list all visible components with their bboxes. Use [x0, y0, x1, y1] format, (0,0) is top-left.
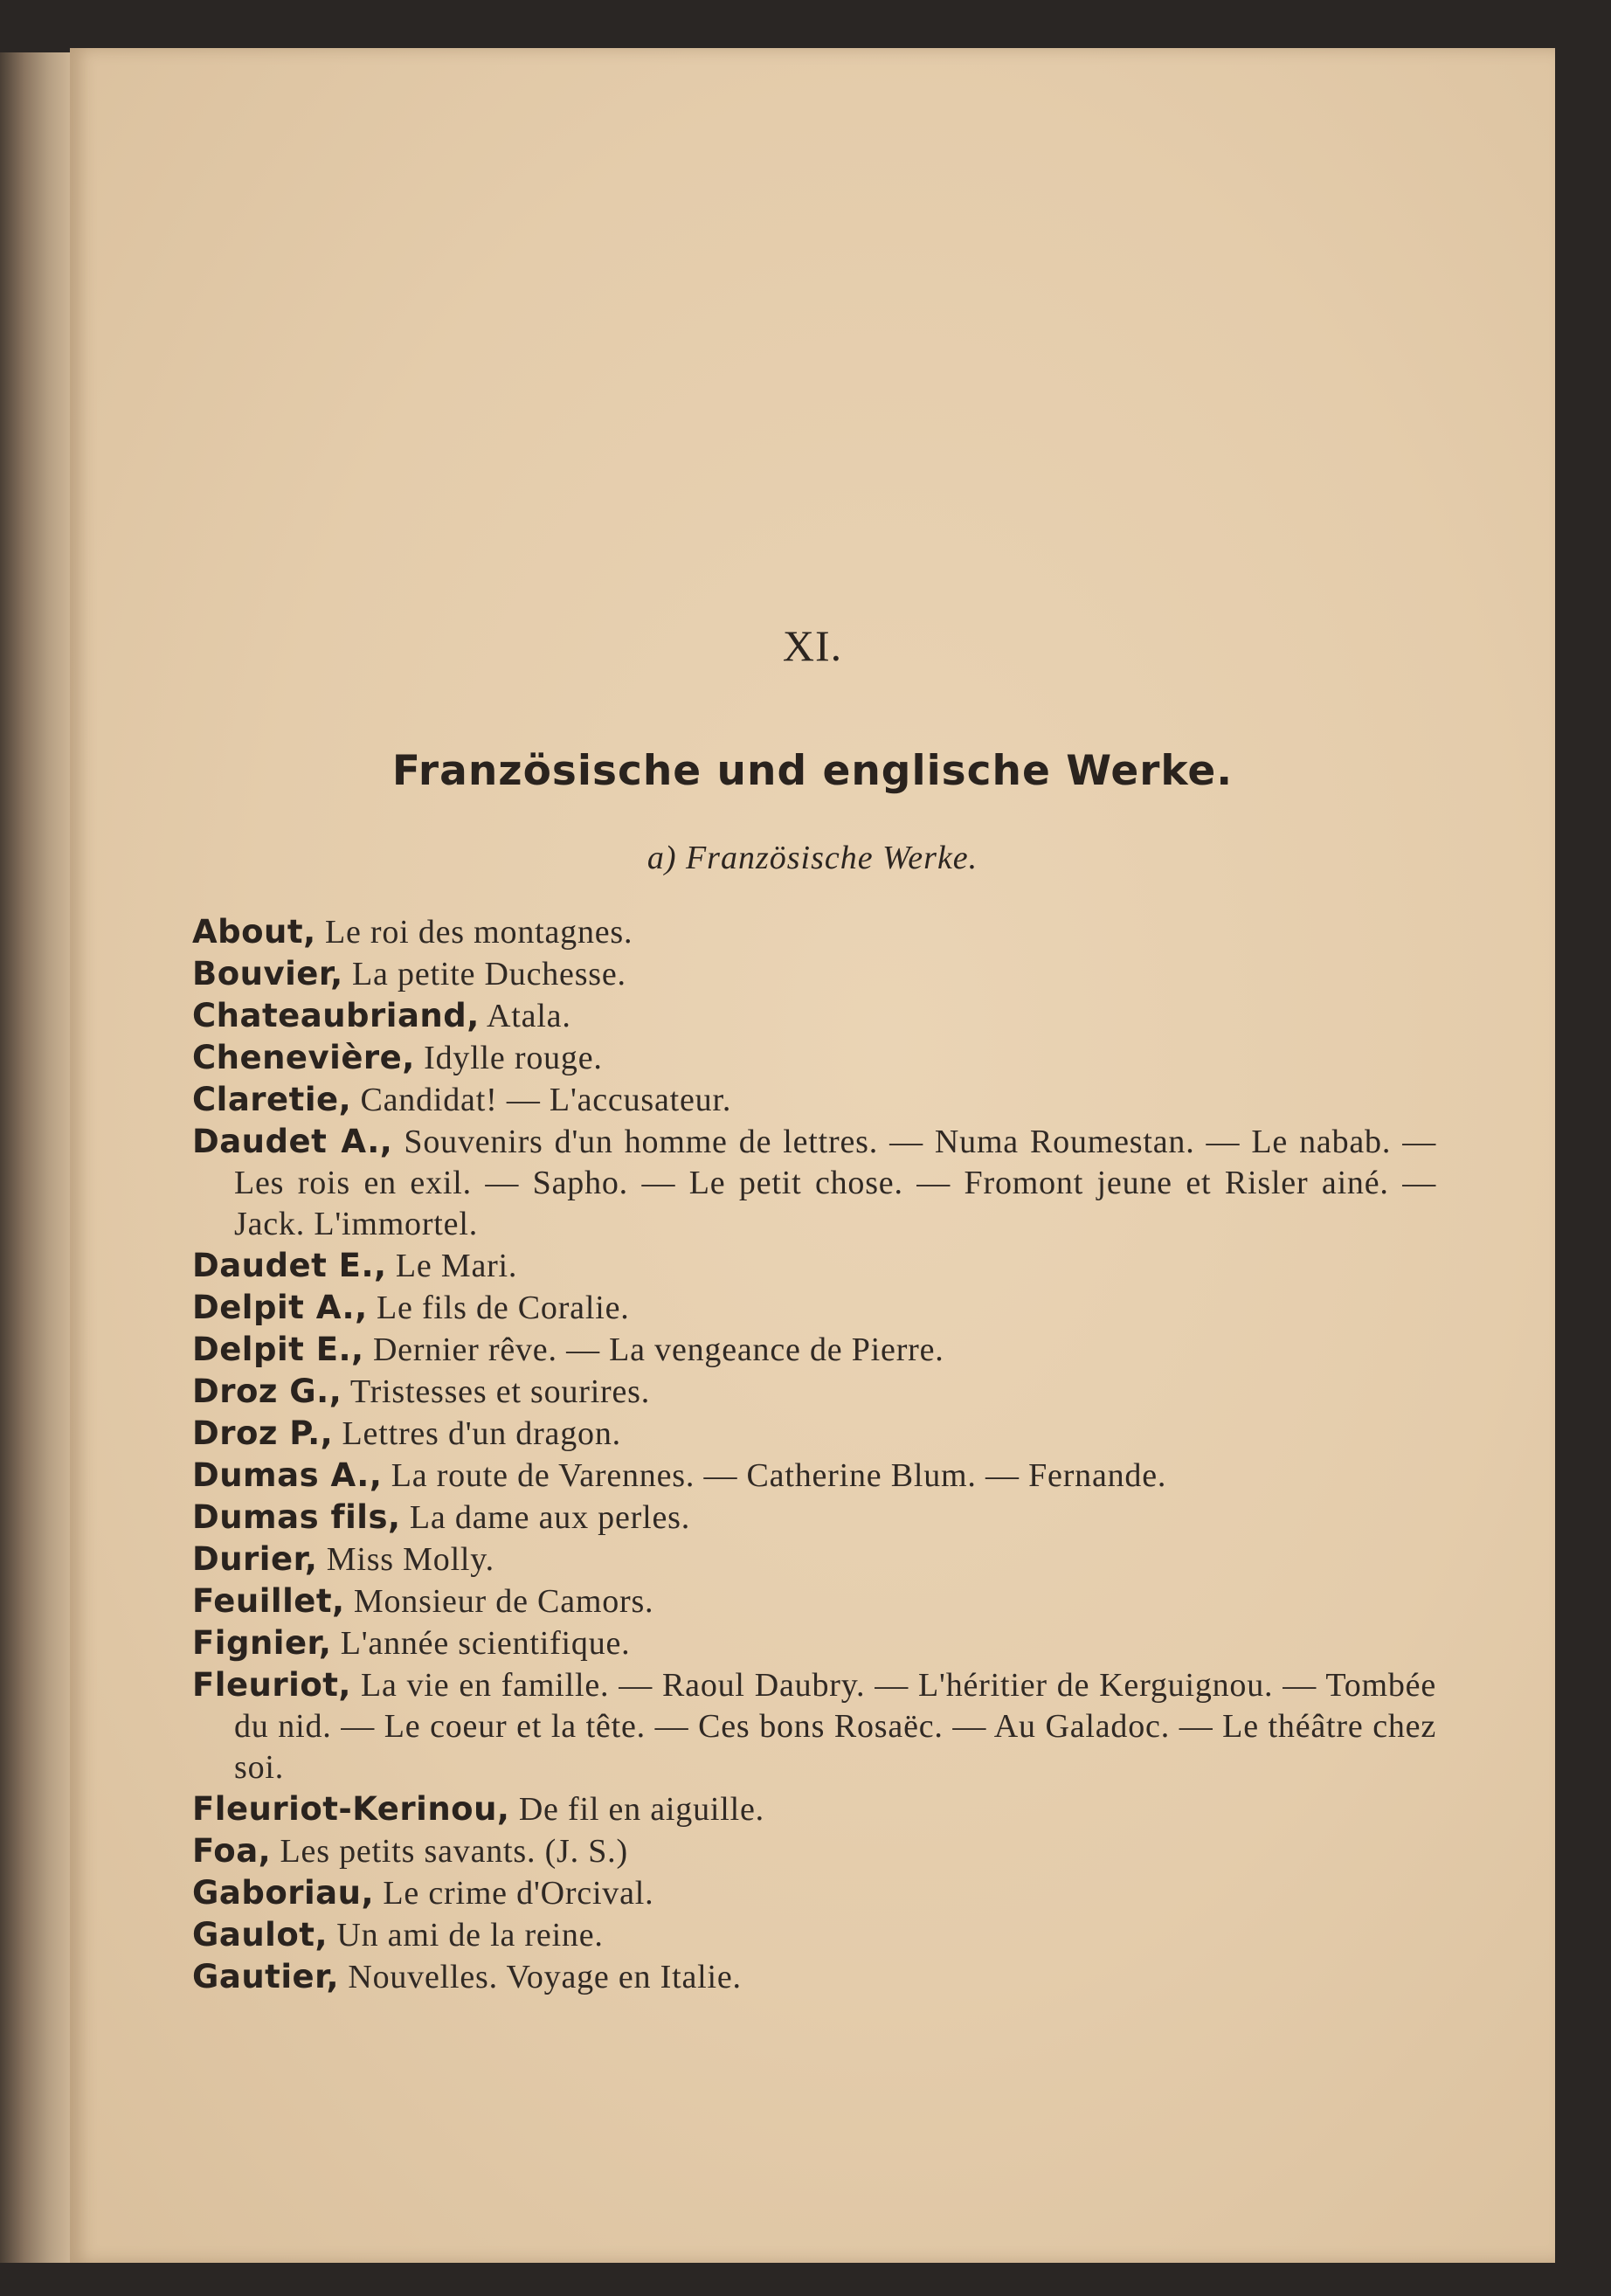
- works: Le roi des montagnes.: [324, 914, 633, 951]
- works: La petite Duchesse.: [352, 956, 626, 992]
- author-name: Foa,: [192, 1832, 272, 1870]
- author-name: Gautier,: [192, 1958, 340, 1995]
- author-name: About,: [192, 913, 316, 951]
- section-title: Französische und englische Werke.: [391, 747, 1234, 795]
- works: Un ami de la reine.: [336, 1917, 604, 1954]
- author-name: Dumas fils,: [192, 1498, 401, 1536]
- list-item: [192, 953, 1436, 995]
- works: Idylle rouge.: [424, 1040, 603, 1076]
- list-item: [192, 1245, 1436, 1287]
- works: La dame aux perles.: [409, 1499, 691, 1536]
- works: Souvenirs d'un homme de lettres. — Numa Roumestan. — Le nabab. — Les rois en exil. — Sapho. — Le petit chose. — Fromont jeune et Risler ainé. — Jack. L'immortel.: [234, 1124, 1436, 1242]
- author-name: Daudet E.,: [192, 1247, 387, 1284]
- list-item: [192, 1413, 1436, 1455]
- list-item: [192, 1580, 1436, 1622]
- list-item: [192, 1371, 1436, 1413]
- list-item: [192, 1037, 1436, 1079]
- author-list: [192, 911, 1436, 1998]
- subsection-heading: a) Französische Werke.: [646, 840, 978, 876]
- list-item: [192, 911, 1436, 953]
- works: La vie en famille. — Raoul Daubry. — L'héritier de Kerguignou. — Tombée du nid. — Le coeur et la tête. — Ces bons Rosaëc. — Au Galadoc. — Le théâtre chez soi.: [234, 1667, 1436, 1786]
- works: Atala.: [487, 998, 571, 1034]
- author-name: Droz G.,: [192, 1373, 342, 1410]
- author-name: Claretie,: [192, 1081, 352, 1118]
- works: Monsieur de Camors.: [353, 1583, 654, 1620]
- author-name: Delpit A.,: [192, 1289, 368, 1326]
- works: Le crime d'Orcival.: [383, 1875, 654, 1912]
- author-name: Durier,: [192, 1540, 318, 1578]
- list-item: [192, 1622, 1436, 1664]
- book-page: [70, 48, 1555, 2263]
- author-name: Chateaubriand,: [192, 997, 480, 1034]
- author-name: Bouvier,: [192, 955, 343, 992]
- author-name: Fleuriot,: [192, 1666, 351, 1704]
- works: Tristesses et sourires.: [349, 1373, 651, 1410]
- works: De fil en aiguille.: [518, 1791, 764, 1828]
- list-item: [192, 1539, 1436, 1580]
- works: Le fils de Coralie.: [376, 1290, 630, 1326]
- works: Lettres d'un dragon.: [342, 1415, 621, 1452]
- list-item: [192, 995, 1436, 1037]
- works: Dernier rêve. — La vengeance de Pierre.: [372, 1331, 944, 1368]
- works: La route de Varennes. — Catherine Blum. — Fernande.: [391, 1457, 1167, 1494]
- list-item: [192, 1497, 1436, 1539]
- list-item: [192, 1121, 1436, 1245]
- author-name: Fleuriot-Kerinou,: [192, 1790, 510, 1828]
- author-name: Delpit E.,: [192, 1331, 364, 1368]
- list-item: [192, 1455, 1436, 1497]
- list-item: [192, 1079, 1436, 1121]
- author-name: Dumas A.,: [192, 1456, 383, 1494]
- list-item: [192, 1872, 1436, 1914]
- works: Le Mari.: [395, 1248, 518, 1284]
- author-name: Gaulot,: [192, 1916, 328, 1954]
- author-name: Fignier,: [192, 1624, 332, 1662]
- list-item: [192, 1830, 1436, 1872]
- list-item: [192, 1956, 1436, 1998]
- facing-page-edge: [0, 52, 70, 2263]
- list-item: [192, 1287, 1436, 1329]
- author-name: Chenevière,: [192, 1039, 415, 1076]
- works: Nouvelles. Voyage en Italie.: [348, 1959, 742, 1995]
- list-item: [192, 1329, 1436, 1371]
- works: L'année scientifique.: [340, 1625, 631, 1662]
- author-name: Daudet A.,: [192, 1123, 393, 1160]
- list-item: [192, 1914, 1436, 1956]
- author-name: Feuillet,: [192, 1582, 345, 1620]
- chapter-number: XI.: [782, 621, 843, 670]
- list-item: [192, 1788, 1436, 1830]
- works: Les petits savants. (J. S.): [280, 1833, 628, 1870]
- author-name: Gaboriau,: [192, 1874, 375, 1912]
- list-item: [192, 1664, 1436, 1788]
- works: Candidat! — L'accusateur.: [360, 1082, 732, 1118]
- author-name: Droz P.,: [192, 1414, 334, 1452]
- works: Miss Molly.: [326, 1541, 494, 1578]
